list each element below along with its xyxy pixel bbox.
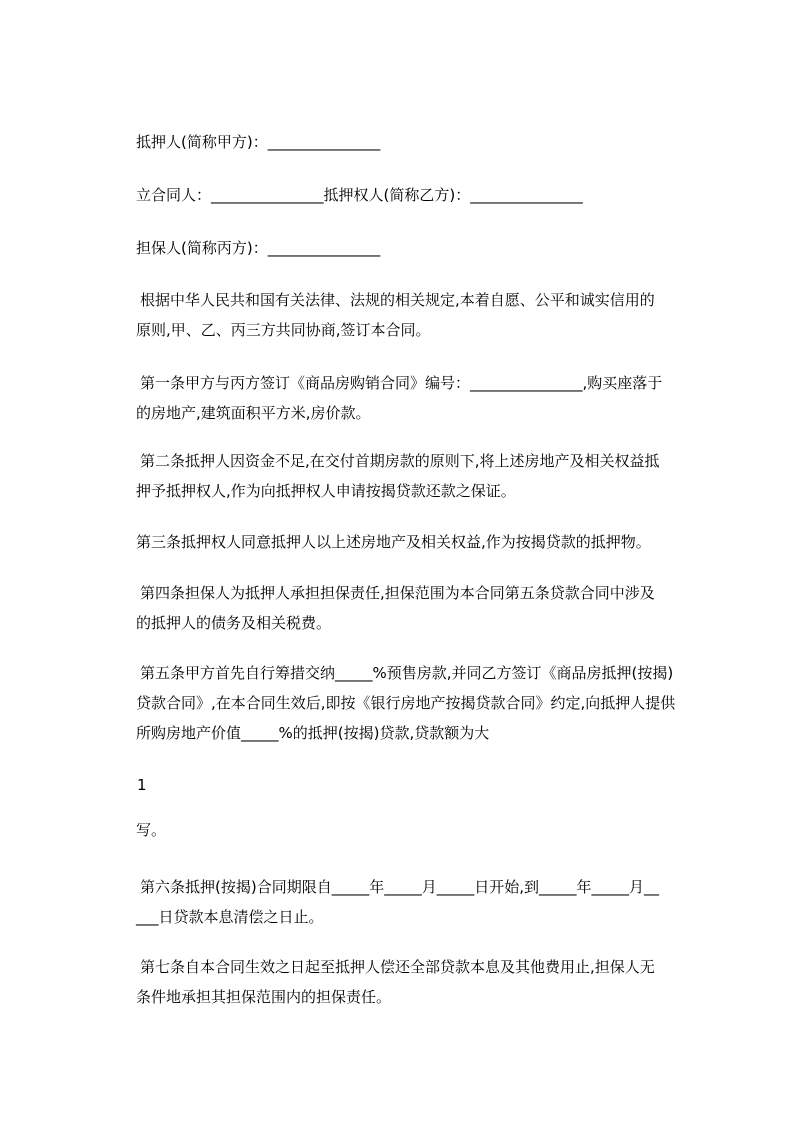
article-5-paragraph: 第五条甲方首先自行筹措交纳_____%预售房款,并同乙方签订《商品房抵押(按揭) 贷款合同》,在本合同生效后,即按《银行房地产按揭贷款合同》约定,向抵押人提供 所购房地产价值_____%的抵押(按揭)贷款,贷款额为大 [136, 664, 676, 742]
article-1-paragraph: 第一条甲方与丙方签订《商品房购销合同》编号：_______________,购买座落于 的房地产,建筑面积平方米,房价款。 [136, 374, 663, 422]
page-number: 1 [137, 776, 147, 794]
guarantor-line: 担保人(简称丙方)：_______________ [136, 239, 381, 257]
preamble-paragraph: 根据中华人民共和国有关法律、法规的相关规定,本着自愿、公平和诚实信用的 原则,甲、乙、丙三方共同协商,签订本合同。 [136, 291, 655, 339]
continuation-text: 写。 [136, 821, 167, 839]
mortgagor-line: 抵押人(简称甲方)：_______________ [136, 133, 381, 151]
article-4-paragraph: 第四条担保人为抵押人承担担保责任,担保范围为本合同第五条贷款合同中涉及 的抵押人的债务及相关税费。 [136, 584, 655, 632]
article-7-paragraph: 第七条自本合同生效之日起至抵押人偿还全部贷款本息及其他费用止,担保人无 条件地承担其担保范围内的担保责任。 [136, 958, 655, 1006]
article-3-paragraph: 第三条抵押权人同意抵押人以上述房地产及相关权益,作为按揭贷款的抵押物。 [136, 533, 651, 551]
parties-line: 立合同人：_______________抵押权人(简称乙方)：_______________ [136, 186, 583, 204]
article-6-paragraph: 第六条抵押(按揭)合同期限自_____年_____月_____日开始,到_____年_____月__ ___日贷款本息清偿之日止。 [136, 878, 659, 926]
article-2-paragraph: 第二条抵押人因资金不足,在交付首期房款的原则下,将上述房地产及相关权益抵 押予抵押权人,作为向抵押权人申请按揭贷款还款之保证。 [136, 452, 660, 500]
